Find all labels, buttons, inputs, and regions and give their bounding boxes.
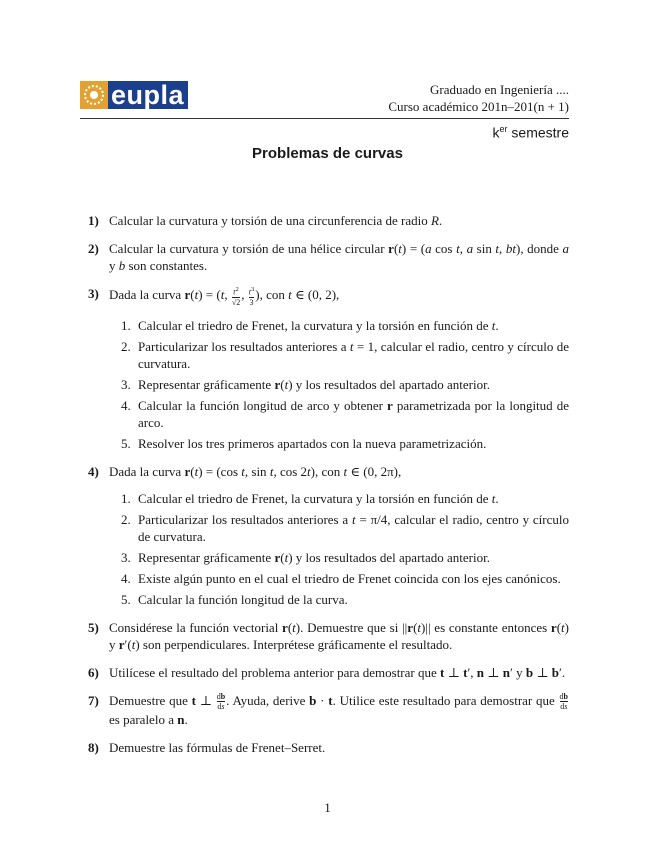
sub-item: 1. Calcular el triedro de Frenet, la curvatura y la torsión en función de t. [121, 490, 499, 506]
sub-item: 5. Resolver los tres primeros apartados con la nueva parametrización. [121, 435, 487, 451]
page-number: 1 [324, 800, 331, 815]
sub-item: 5. Calcular la función longitud de la curva. [121, 591, 348, 607]
problem: 3) Dada la curva r(t) = (t, $\frac{t^2}{√2}$ , $\frac{t^3}{3}$ ), con t ∈ (0, 2), 1. Calcular el triedro de Frenet, la curvatura y la torsión en función de t. 2. Particularizar los resultados anteriores a t = 1, calcular el radio, centro y círculo de curvatura. 3. Representar gráficamente r(t) y los resultados del apartado anterior. 4. Calcular la función longitud de arco y obtener r parametrizada por la longitud de arco. 5. Resolver los tres primeros apartados con la nueva parametrización. [88, 286, 569, 451]
problem: 6) Utilícese el resultado del problema anterior para demostrar que t ⊥ t′, n ⊥ n′ y b ⊥ b′. [88, 664, 566, 680]
eupla-logo [80, 80, 188, 110]
problem: 8) Demuestre las fórmulas de Frenet–Serret. [88, 740, 326, 756]
logo-emblem-icon [80, 81, 108, 109]
header-info [388, 81, 569, 115]
header-rule [80, 118, 569, 119]
degree-label: Graduado en Ingeniería .... [430, 82, 569, 97]
sub-item: 2. Particularizar los resultados anteriores a t = 1, calcular el radio, centro y círculo de curvatura. [121, 338, 569, 371]
problem: 4) Dada la curva r(t) = (cos t, sin t, cos 2t), con t ∈ (0, 2π), 1. Calcular el triedro de Frenet, la curvatura y la torsión en función de t. 2. Particularizar los resultados anteriores a t = π/4, calcular el radio, centro y círculo de curvatura. 3. Representar gráficamente r(t) y los resultados del apartado anterior. 4. Existe algún punto en el cual el triedro de Frenet coincida con los ejes canónicos. 5. Calcular la función longitud de la curva. [88, 463, 569, 607]
problem-list [88, 212, 569, 767]
sub-item: 4. Calcular la función longitud de arco y obtener r parametrizada por la longitud de arco. [121, 397, 569, 430]
sub-item: 2. Particularizar los resultados anteriores a t = π/4, calcular el radio, centro y círculo de curvatura. [121, 511, 569, 544]
problem: 7) Demuestre que t ⊥ $\frac{db}{ds}$ . Ayuda, derive b · t. Utilice este resultado para demostrar que $\frac{db}{ds}$ es paralelo a n. [88, 692, 568, 728]
semester-label: $k^{er}$ semestre [492, 124, 569, 141]
logo-wordmark: eupla [108, 81, 188, 109]
sub-item: 4. Existe algún punto en el cual el triedro de Frenet coincida con los ejes canónicos. [121, 570, 561, 586]
problem: 1) Calcular la curvatura y torsión de una circunferencia de radio R. [88, 213, 443, 228]
sub-item: 3. Representar gráficamente r(t) y los resultados del apartado anterior. [121, 376, 490, 392]
course-label: Curso académico 201n–201(n + 1) [388, 99, 569, 114]
sub-item: 1. Calcular el triedro de Frenet, la curvatura y la torsión en función de t. [121, 317, 499, 333]
sub-item: 3. Representar gráficamente r(t) y los resultados del apartado anterior. [121, 549, 490, 565]
problem: 2) Calcular la curvatura y torsión de una hélice circular r(t) = (a cos t, a sin t, bt), donde a y b son constantes. [88, 241, 570, 273]
problem: 5) Considérese la función vectorial r(t). Demuestre que si ||r(t)|| es constante entonces r(t) y r′(t) son perpendiculares. Interprétese gráficamente el resultado. [88, 619, 569, 652]
page-title: Problemas de curvas [252, 145, 403, 162]
